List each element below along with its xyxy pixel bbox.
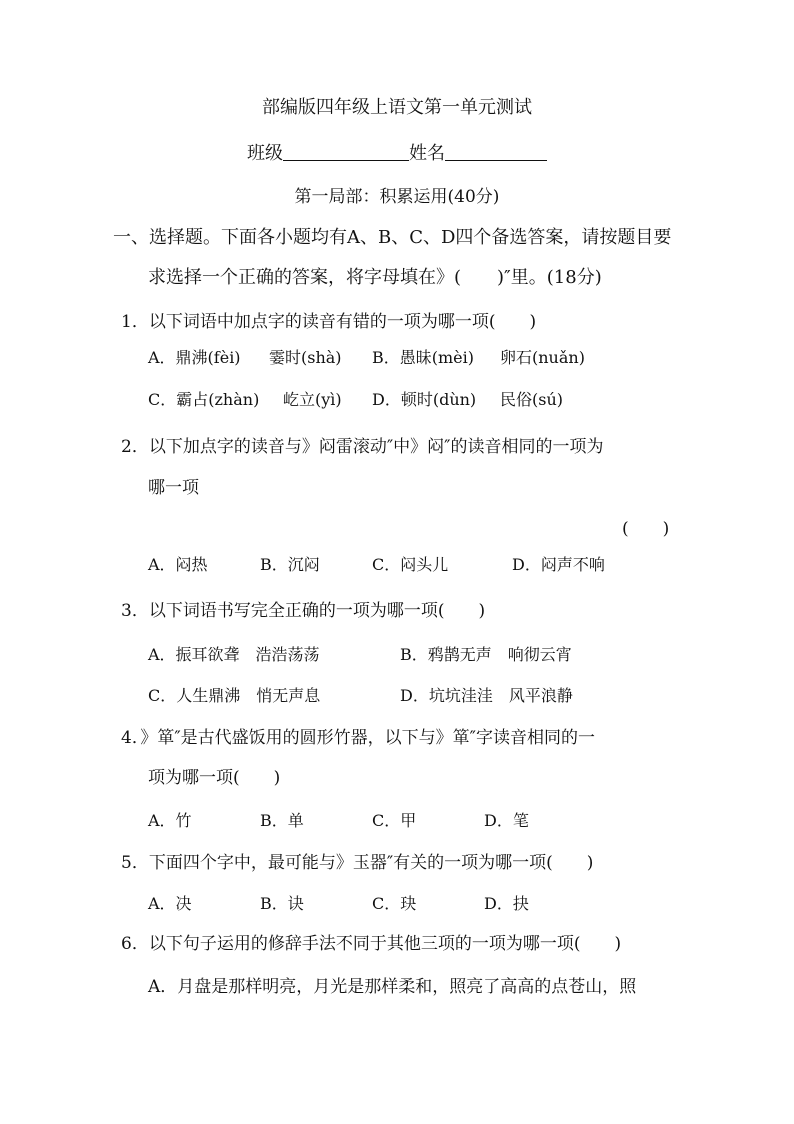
- q1-option-a2: 霎时(shà): [269, 348, 342, 367]
- class-field[interactable]: [283, 142, 409, 161]
- question-5-stem: 5．下面四个字中，最可能与》玉器″有关的一项为哪一项( ): [121, 853, 594, 873]
- q5-option-b[interactable]: B．诀: [260, 894, 304, 913]
- question-3-stem: 3．以下词语书写完全正确的一项为哪一项( ): [121, 601, 486, 621]
- question-4-options: [148, 809, 568, 833]
- question-4-stem-line1: 4．》箪″是古代盛饭用的圆形竹器，以下与》箪″字读音相同的一: [121, 728, 596, 748]
- q4-option-c[interactable]: C．甲: [372, 811, 417, 830]
- question-3-options-row2: [148, 684, 668, 708]
- question-6-stem: 6．以下句子运用的修辞手法不同于其他三项的一项为哪一项( ): [121, 934, 622, 954]
- page-title: 部编版四年级上语文第一单元测试: [262, 97, 532, 118]
- q3-option-a[interactable]: A．振耳欲聋 浩浩荡荡: [148, 645, 320, 664]
- question-2-stem-line2: 哪一项: [148, 478, 199, 498]
- q1-option-d1[interactable]: D．顿时(dùn): [372, 390, 477, 409]
- class-label: 班级: [247, 143, 283, 164]
- name-label: 姓名: [409, 143, 445, 164]
- question-1-options-row2: [148, 388, 708, 412]
- q5-option-c[interactable]: C．玦: [372, 894, 417, 913]
- question-5-options: [148, 892, 568, 916]
- q1-option-c2: 屹立(yì): [283, 390, 342, 409]
- question-2-stem-line1: 2．以下加点字的读音与》闷雷滚动″中》闷″的读音相同的一项为: [121, 437, 604, 457]
- q3-option-c[interactable]: C．人生鼎沸 悄无声息: [148, 686, 321, 705]
- q1-option-c1[interactable]: C．霸占(zhàn): [148, 390, 260, 409]
- q2-option-a[interactable]: A．闷热: [148, 555, 208, 574]
- question-1-stem: 1．以下词语中加点字的读音有错的一项为哪一项( ): [121, 312, 537, 332]
- q5-option-d[interactable]: D．抉: [484, 894, 529, 913]
- q1-option-b1[interactable]: B．愚昧(mèi): [372, 348, 475, 367]
- question-1-options-row1: [148, 346, 708, 370]
- q4-option-a[interactable]: A．竹: [148, 811, 192, 830]
- q2-option-d[interactable]: D．闷声不响: [512, 555, 605, 574]
- name-field[interactable]: [445, 142, 547, 161]
- q4-option-d[interactable]: D．笔: [484, 811, 529, 830]
- q1-option-a1[interactable]: A．鼎沸(fèi): [148, 348, 241, 367]
- student-info-line: [0, 142, 794, 166]
- q6-option-a[interactable]: A．月盘是那样明亮，月光是那样柔和，照亮了高高的点苍山，照: [148, 977, 637, 997]
- section-instruction-line1: 一、选择题。下面各小题均有A、B、C、D四个备选答案，请按题目要: [113, 227, 672, 248]
- question-2-answer-paren[interactable]: ( ): [622, 519, 670, 539]
- q1-option-b2: 卵石(nuǎn): [500, 348, 585, 367]
- question-2-options: [148, 553, 668, 577]
- q3-option-b[interactable]: B．鸦鹊无声 响彻云宵: [400, 645, 572, 664]
- q4-option-b[interactable]: B．单: [260, 811, 304, 830]
- q1-option-d2: 民俗(sú): [500, 390, 564, 409]
- q2-option-c[interactable]: C．闷头儿: [372, 555, 449, 574]
- part-title: 第一局部：积累运用(40分): [294, 187, 500, 207]
- question-4-stem-line2: 项为哪一项( ): [148, 768, 281, 788]
- q5-option-a[interactable]: A．决: [148, 894, 192, 913]
- section-instruction-line2: 求选择一个正确的答案，将字母填在》( )″里。(18分): [148, 267, 602, 288]
- question-3-options-row1: [148, 643, 668, 667]
- q2-option-b[interactable]: B．沉闷: [260, 555, 320, 574]
- q3-option-d[interactable]: D．坑坑洼洼 风平浪静: [400, 686, 573, 705]
